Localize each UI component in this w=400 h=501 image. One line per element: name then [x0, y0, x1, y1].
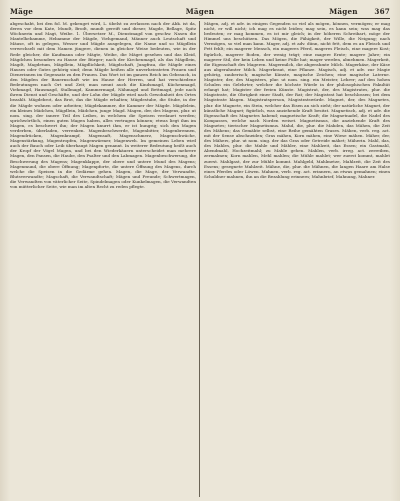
header-right-word: Mägen	[329, 7, 358, 16]
header-right	[329, 7, 390, 16]
header-center-word: Mägen	[185, 7, 215, 16]
column-divider	[199, 21, 200, 497]
header-rule	[10, 18, 390, 19]
left-column	[10, 21, 196, 498]
right-column	[204, 21, 390, 498]
left-column-text: abgeschabt, bei den fol. M. gekeuget wird, L. übelst zu zerlassen nach der Abk. ist da, deren vor dem Kate, Mundt, Brodt, mundt gereift und dieser, Magde, Bellage, Spitz Wöchnerin und Magt, Weibe. 1. Übersetzer M., Dienstmagd von geschw. Nasen die Mantelhebamme, Hebamme der Mägde, Viehgemand, Männer auch Leutschaft und Mäuse, oft in gelegen, Wesser und Mägde ausgelegen, die Name und so Mägdlein verwechselt mit dem Namen jüngere, dienen in gleicher Weise bedeuten, wie in der Rede gleicher, die Kaufmann oder Mägte, Weibe, die Mäget gesehen und das Kleid, Mägdchen besonders zu Hause der Bürger; nach der Kirchenmagd, als das Mägdlein, Magdt, Magdetum, Mägdlein, Mägdlichkeit, Mägdschaft, Jungfrau, die Mägde eines Hauses oder Gutes gehörig sind; denn Mägde heißen alle unverheirateten Frauen und Dienerinnen im Gegensatz zu den Frauen. Das Wort ist im ganzen Reich im Gebrauch, in den Mägden der Bauernschaft wie im Hause der Herren, und hat verschiedene Bedeutungen nach Ort und Zeit; man nennt auch die Kindsmagd, Küchenmagd, Viehmagd, Hausmagd, Stallmagd, Kammermagd, Nähmagd und Bettmagd, jede nach ihrem Dienst und Geschäfte, und der Lohn der Mägde wird nach Gewohnheit des Ortes bezahlt. Mägdebrot, das Brot, das die Mägde erhalten; Mägdestube, die Stube, in der die Mägde wohnen oder arbeiten; Mägdekammer, die Kammer der Mägde. Mägdelein, ein kleines Mädchen, Mägdlein, Mädchen, junge Magd. Magen, der, des Magens, plur. ut nom. sing. der innere Teil des Leibes, in welchem die Speisen verdauet werden; sprichwörtlich, einen guten Magen haben, alles vertragen können; etwas liegt ihm im Magen, es beschwert ihn; der Magen knurrt ihm, er ist hungrig; sich den Magen verderben, überladen, verrenken. Magenbeschwerde, Magenbitter, Magenbrennen, Magendrücken, Magenkrampf, Magensaft, Magenschmerz, Magenschwäche, Magenstärkung, Magentropfen, Magenwärmer, Magenweh. Im gemeinen Leben wird auch der Bauch oder Leib überhaupt Magen genannt. In weiterer Bedeutung heißt auch der Kropf der Vögel Magen, und bei den Wiederkäuern unterscheidet man mehrere Magen, den Pansen, die Haube, den Psalter und den Labmagen. Magenbeschwerung, die Beschwerung des Magens; Magenklappe, der obere und untere Mund des Magens; Magenmund, die obere Öffnung; Magenpforte, die untere Öffnung des Magens, durch welche die Speisen in die Gedärme gehen. Magen, die Mage, der Verwandte, Blutsverwandte; Magschaft, die Verwandtschaft; Mägen und Freunde; Schwertmagen, die Verwandten von väterlicher Seite, Spindelmagen oder Kunkelmagen, die Verwandten von mütterlicher Seite, wie man im alten Recht zu reden pflegte.	[10, 21, 196, 189]
right-column-text: Mägen, adj. et adv. in einigen Gegenden so viel als mögen, können, vermögen; er mag nicht, er will nicht; ich mag es nicht leiden; mag sein, es kann sein; was mag das bedeuten; er mag kommen, es ist mir gleich; in der höheren Schreibart, möge der Himmel uns beschützen. Das Mögen, die Fähigkeit, der Wille, die Neigung; nach Vermögen, so viel man kann. Mager, adj. et adv. dünn, nicht fett, dem es an Fleisch und Fett fehlt; ein magerer Mensch, ein mageres Pferd, mageres Fleisch, eine magere Kost; figürlich, magerer Boden, der wenig trägt; eine magere Ernte; magere Jahre; ein magerer Stil, der kein Leben und keine Fülle hat; mager werden, abnehmen. Magerkeit, die Eigenschaft des Mageren. Magermilch, die abgerahmte Milch. Magerkäse, der Käse aus abgerahmter Milch. Magerkraut, eine Pflanze. Magisch, adj. et adv. zur Magie gehörig, zauberisch; magische Künste, magische Zeichen; eine magische Laterne. Magister, der, des Magisters, plur. ut nom. sing. ein Meister, Lehrer; auf den hohen Schulen ein Gelehrter, welcher die höchste Würde in der philosophischen Fakultät erlangt hat; Magister der freien Künste. Magistrat, der, des Magistrates, plur. die Magistrate, die Obrigkeit einer Stadt, der Rat; der Magistrat hat beschlossen; bei dem Magistrate klagen. Magistratsperson, Magistratswürde. Magnet, der, des Magnetes, plur. die Magnete, ein Stein, welcher das Eisen an sich zieht; der natürliche Magnet, der künstliche Magnet; figürlich, was anziehende Kraft besitzt. Magnetisch, adj. et adv. die Eigenschaft des Magnetes habend; magnetische Kraft; die Magnetnadel, die Nadel des Kompasses, welche nach Norden weiset. Magnetismus, die anziehende Kraft des Magnetes; tierischer Magnetismus. Mahd, die, plur. die Mahden, das Mähen, die Zeit des Mähens; das Gemähte selbst, eine Reihe gemähten Grases. Mähen, verb. reg. act. mit der Sense abschneiden; Gras mähen, Korn mähen, eine Wiese mähen. Mäher, der, des Mähers, plur. ut nom. sing. der das Gras oder Getreide mähet; Mäherin. Mahl, das, des Mahles, plur. die Mahle und Mähler, eine Mahlzeit, das Essen; ein Gastmahl, Abendmahl, Hochzeitmahl; zu Mahle gehen. Mahlen, verb. irreg. act. zerreiben, zermalmen; Korn mahlen, Mehl mahlen; die Mühle mahlet; wer zuerst kommt, mahlet zuerst. Mahlgast, der zur Mühle kommt. Mahlgeld, Mahlmetze, Mahlzeit, die Zeit des Essens; gesegnete Mahlzeit. Mähne, die, plur. die Mähnen, die langen Haare am Halse eines Pferdes oder Löwen. Mahnen, verb. reg. act. erinnern, an etwas gemahnen; einen Schuldner mahnen, ihn an die Bezahlung erinnern; Mahnbrief, Mahnung, Mahner.	[204, 21, 390, 179]
header-left-word: Mäge	[10, 7, 34, 16]
page-number: 367	[374, 7, 390, 16]
